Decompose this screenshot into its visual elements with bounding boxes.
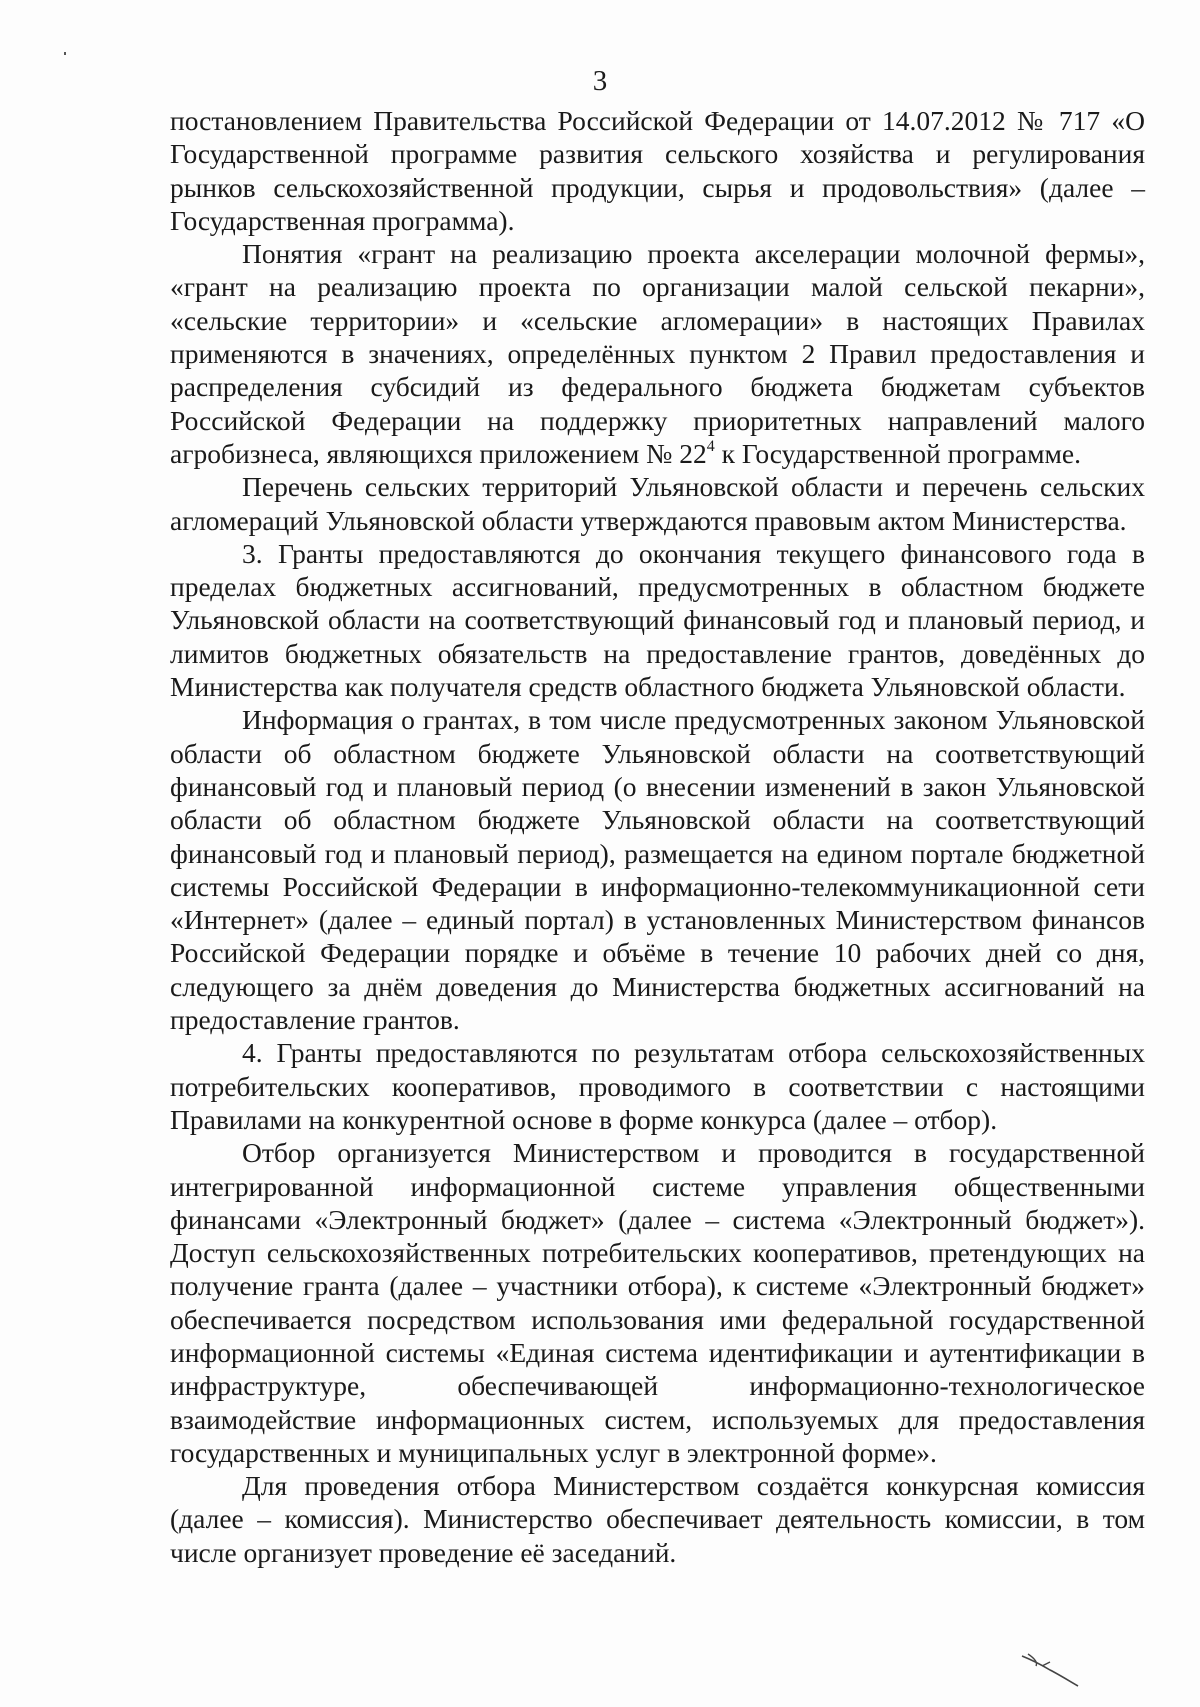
paragraph-commission: Для проведения отбора Министерством создаётся конкурсная комиссия (далее – комиссия). Министерство обеспечивает деятельность комиссии, в том числе организует проведение её заседаний. bbox=[170, 1470, 1145, 1568]
signature-mark bbox=[1020, 1652, 1080, 1688]
paragraph-selection-procedure: Отбор организуется Министерством и проводится в государственной интегрированной информационной системе управления общественными финансами «Электронный бюджет» (далее – система «Электронный бюджет»). Доступ сельскохозяйственных потребительских кооперативов, претендующих на получение гранта (далее – участники отбора), к системе «Электронный бюджет» обеспечивается посредством использования ими федеральной государственной информационной системы «Единая система идентификации и аутентификации в инфраструктуре, обеспечивающей информационно-технологическое взаимодействие информационных систем, используемых для предоставления государственных и муниципальных услуг в электронной форме». bbox=[170, 1137, 1145, 1468]
paragraph-definitions-tail: к Государственной программе. bbox=[714, 437, 1081, 469]
page-number: 3 bbox=[592, 65, 608, 97]
paragraph-grant-information: Информация о грантах, в том числе предусмотренных законом Ульяновской области об областном бюджете Ульяновской области на соответствующий финансовый год и плановый период (о внесении изменений в закон Ульяновской области об областном бюджете Ульяновской области на соответствующий финансовый год и плановый период), размещается на едином портале бюджетной системы Российской Федерации в информационно-телекоммуникационной сети «Интернет» (далее – единый портал) в установленных Министерством финансов Российской Федерации порядке и объёме в течение 10 рабочих дней со дня, следующего за днём доведения до Министерства бюджетных ассигнований на предоставление грантов. bbox=[170, 704, 1145, 1036]
paragraph-item-4: 4. Гранты предоставляются по результатам отбора сельскохозяйственных потребительских кооперативов, проводимого в соответствии с настоящими Правилами на конкурентной основе в форме конкурса (далее – отбор). bbox=[170, 1037, 1145, 1135]
superscript-index: 4 bbox=[706, 437, 715, 455]
paragraph-definitions bbox=[170, 237, 1145, 470]
paragraph-resolution-reference: постановлением Правительства Российской Федерации от 14.07.2012 № 717 «О Государственной программе развития сельского хозяйства и регулирования рынков сельскохозяйственной продукции, сырья и продовольствия» (далее – Государственная программа). bbox=[170, 105, 1145, 236]
scan-speck bbox=[64, 52, 66, 55]
paragraph-definitions-text: Понятия «грант на реализацию проекта акселерации молочной фермы», «грант на реализацию проекта по организации малой сельской пекарни», «сельские территории» и «сельские агломерации» в настоящих Правилах применяются в значениях, определённых пунктом 2 Правил предоставления и распределения субсидий из федерального бюджета бюджетам субъектов Российской Федерации на поддержку приоритетных направлений малого агробизнеса, являющихся приложением № 22 bbox=[170, 238, 1145, 469]
document-body bbox=[170, 104, 1145, 1569]
paragraph-item-3: 3. Гранты предоставляются до окончания текущего финансового года в пределах бюджетных ассигнований, предусмотренных в областном бюджете Ульяновской области на соответствующий финансовый год и плановый период, и лимитов бюджетных обязательств на предоставление грантов, доведённых до Министерства как получателя средств областного бюджета Ульяновской области. bbox=[170, 537, 1145, 703]
paragraph-territory-lists: Перечень сельских территорий Ульяновской области и перечень сельских агломераций Ульяновской области утверждаются правовым актом Министерства. bbox=[170, 471, 1145, 536]
